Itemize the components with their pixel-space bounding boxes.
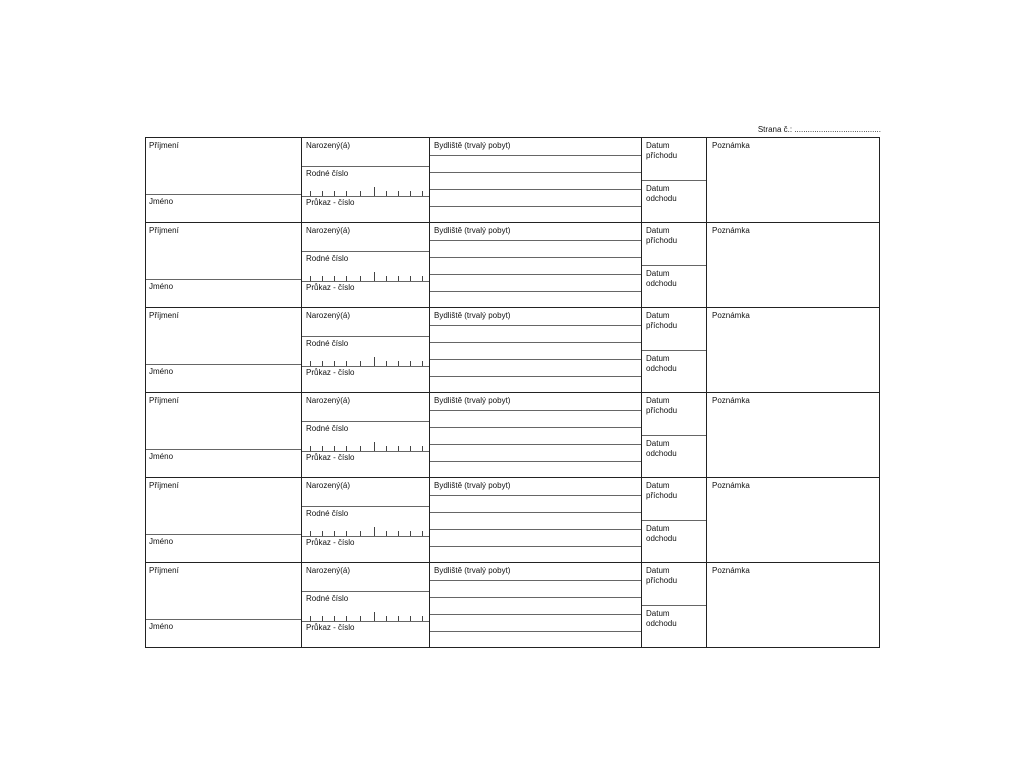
id-card-label: Průkaz - číslo xyxy=(306,283,355,292)
divider xyxy=(642,520,706,521)
residence-line xyxy=(430,461,641,462)
surname-label: Příjmení xyxy=(149,141,179,150)
residence-line xyxy=(430,342,641,343)
surname-label: Příjmení xyxy=(149,481,179,490)
id-card-label: Průkaz - číslo xyxy=(306,453,355,462)
birth-number-tick xyxy=(374,442,375,451)
arrival-label: Datum příchodu xyxy=(646,396,678,415)
residence-column xyxy=(430,478,642,562)
residence-label: Bydliště (trvalý pobyt) xyxy=(434,226,511,235)
birth-number-tick xyxy=(374,357,375,366)
note-column xyxy=(707,393,879,477)
born-label: Narozený(á) xyxy=(306,566,351,575)
note-label: Poznámka xyxy=(712,226,750,235)
record-block xyxy=(146,563,879,648)
birth-column xyxy=(302,308,430,392)
residence-column xyxy=(430,393,642,477)
divider xyxy=(302,621,429,622)
residence-line xyxy=(430,376,641,377)
departure-label: Datum odchodu xyxy=(646,269,677,288)
date-column xyxy=(642,393,707,477)
first-name-label: Jméno xyxy=(149,197,174,206)
residence-line xyxy=(430,631,641,632)
birth-number-tick xyxy=(374,527,375,536)
surname-label: Příjmení xyxy=(149,396,179,405)
divider xyxy=(302,281,429,282)
residence-line xyxy=(430,291,641,292)
departure-label: Datum odchodu xyxy=(646,439,677,458)
name-column xyxy=(146,223,302,307)
residence-line xyxy=(430,206,641,207)
divider xyxy=(302,196,429,197)
date-column xyxy=(642,138,707,222)
birth-number-ticks xyxy=(310,609,422,621)
birth-number-ticks xyxy=(310,524,422,536)
divider xyxy=(642,265,706,266)
residence-label: Bydliště (trvalý pobyt) xyxy=(434,481,511,490)
departure-label: Datum odchodu xyxy=(646,354,677,373)
date-column xyxy=(642,223,707,307)
birth-number-ticks xyxy=(310,184,422,196)
id-card-label: Průkaz - číslo xyxy=(306,198,355,207)
arrival-label: Datum příchodu xyxy=(646,481,678,500)
born-label: Narozený(á) xyxy=(306,396,351,405)
divider xyxy=(302,421,429,422)
residence-line xyxy=(430,359,641,360)
id-card-label: Průkaz - číslo xyxy=(306,538,355,547)
arrival-label: Datum příchodu xyxy=(646,226,678,245)
divider xyxy=(302,536,429,537)
birth-number-ticks xyxy=(310,354,422,366)
residence-column xyxy=(430,308,642,392)
note-column xyxy=(707,223,879,307)
residence-line xyxy=(430,240,641,241)
divider xyxy=(642,180,706,181)
residence-label: Bydliště (trvalý pobyt) xyxy=(434,311,511,320)
residence-line xyxy=(430,325,641,326)
birth-number-label: Rodné číslo xyxy=(306,169,349,178)
residence-line xyxy=(430,512,641,513)
register-form xyxy=(145,137,880,648)
birth-number-tick xyxy=(374,612,375,621)
note-label: Poznámka xyxy=(712,566,750,575)
residence-label: Bydliště (trvalý pobyt) xyxy=(434,396,511,405)
residence-label: Bydliště (trvalý pobyt) xyxy=(434,141,511,150)
birth-number-ticks xyxy=(310,439,422,451)
divider xyxy=(146,449,301,450)
residence-line xyxy=(430,189,641,190)
residence-line xyxy=(430,614,641,615)
record-block xyxy=(146,138,879,223)
note-column xyxy=(707,478,879,562)
divider xyxy=(302,591,429,592)
residence-line xyxy=(430,427,641,428)
first-name-label: Jméno xyxy=(149,282,174,291)
birth-number-label: Rodné číslo xyxy=(306,424,349,433)
divider xyxy=(146,619,301,620)
divider xyxy=(642,435,706,436)
note-column xyxy=(707,308,879,392)
name-column xyxy=(146,563,302,648)
birth-number-tick xyxy=(374,272,375,281)
born-label: Narozený(á) xyxy=(306,141,351,150)
divider xyxy=(302,506,429,507)
birth-column xyxy=(302,223,430,307)
note-label: Poznámka xyxy=(712,311,750,320)
divider xyxy=(302,166,429,167)
page-number-label: Strana č.: ....................................... xyxy=(757,125,881,134)
date-column xyxy=(642,563,707,648)
surname-label: Příjmení xyxy=(149,311,179,320)
divider xyxy=(642,605,706,606)
birth-number-tick xyxy=(374,187,375,196)
arrival-label: Datum příchodu xyxy=(646,566,678,585)
name-column xyxy=(146,393,302,477)
divider xyxy=(302,251,429,252)
born-label: Narozený(á) xyxy=(306,226,351,235)
first-name-label: Jméno xyxy=(149,537,174,546)
departure-label: Datum odchodu xyxy=(646,524,677,543)
residence-line xyxy=(430,410,641,411)
note-label: Poznámka xyxy=(712,141,750,150)
name-column xyxy=(146,478,302,562)
divider xyxy=(302,336,429,337)
divider xyxy=(146,279,301,280)
residence-line xyxy=(430,597,641,598)
divider xyxy=(146,194,301,195)
birth-number-label: Rodné číslo xyxy=(306,509,349,518)
residence-line xyxy=(430,546,641,547)
divider xyxy=(302,366,429,367)
residence-line xyxy=(430,444,641,445)
residence-line xyxy=(430,274,641,275)
note-label: Poznámka xyxy=(712,396,750,405)
arrival-label: Datum příchodu xyxy=(646,311,678,330)
birth-column xyxy=(302,563,430,648)
residence-column xyxy=(430,223,642,307)
arrival-label: Datum příchodu xyxy=(646,141,678,160)
birth-number-label: Rodné číslo xyxy=(306,254,349,263)
record-block xyxy=(146,308,879,393)
residence-line xyxy=(430,495,641,496)
date-column xyxy=(642,308,707,392)
divider xyxy=(146,364,301,365)
id-card-label: Průkaz - číslo xyxy=(306,368,355,377)
residence-label: Bydliště (trvalý pobyt) xyxy=(434,566,511,575)
note-column xyxy=(707,563,879,648)
residence-line xyxy=(430,580,641,581)
id-card-label: Průkaz - číslo xyxy=(306,623,355,632)
record-block xyxy=(146,393,879,478)
note-column xyxy=(707,138,879,222)
birth-number-label: Rodné číslo xyxy=(306,339,349,348)
record-block xyxy=(146,478,879,563)
divider xyxy=(146,534,301,535)
date-column xyxy=(642,478,707,562)
first-name-label: Jméno xyxy=(149,622,174,631)
surname-label: Příjmení xyxy=(149,226,179,235)
birth-column xyxy=(302,478,430,562)
first-name-label: Jméno xyxy=(149,367,174,376)
born-label: Narozený(á) xyxy=(306,311,351,320)
born-label: Narozený(á) xyxy=(306,481,351,490)
residence-line xyxy=(430,155,641,156)
name-column xyxy=(146,308,302,392)
divider xyxy=(302,451,429,452)
residence-column xyxy=(430,563,642,648)
birth-column xyxy=(302,138,430,222)
note-label: Poznámka xyxy=(712,481,750,490)
departure-label: Datum odchodu xyxy=(646,184,677,203)
birth-number-label: Rodné číslo xyxy=(306,594,349,603)
residence-line xyxy=(430,172,641,173)
birth-column xyxy=(302,393,430,477)
residence-line xyxy=(430,257,641,258)
surname-label: Příjmení xyxy=(149,566,179,575)
divider xyxy=(642,350,706,351)
departure-label: Datum odchodu xyxy=(646,609,677,628)
name-column xyxy=(146,138,302,222)
first-name-label: Jméno xyxy=(149,452,174,461)
record-block xyxy=(146,223,879,308)
residence-line xyxy=(430,529,641,530)
residence-column xyxy=(430,138,642,222)
birth-number-ticks xyxy=(310,269,422,281)
